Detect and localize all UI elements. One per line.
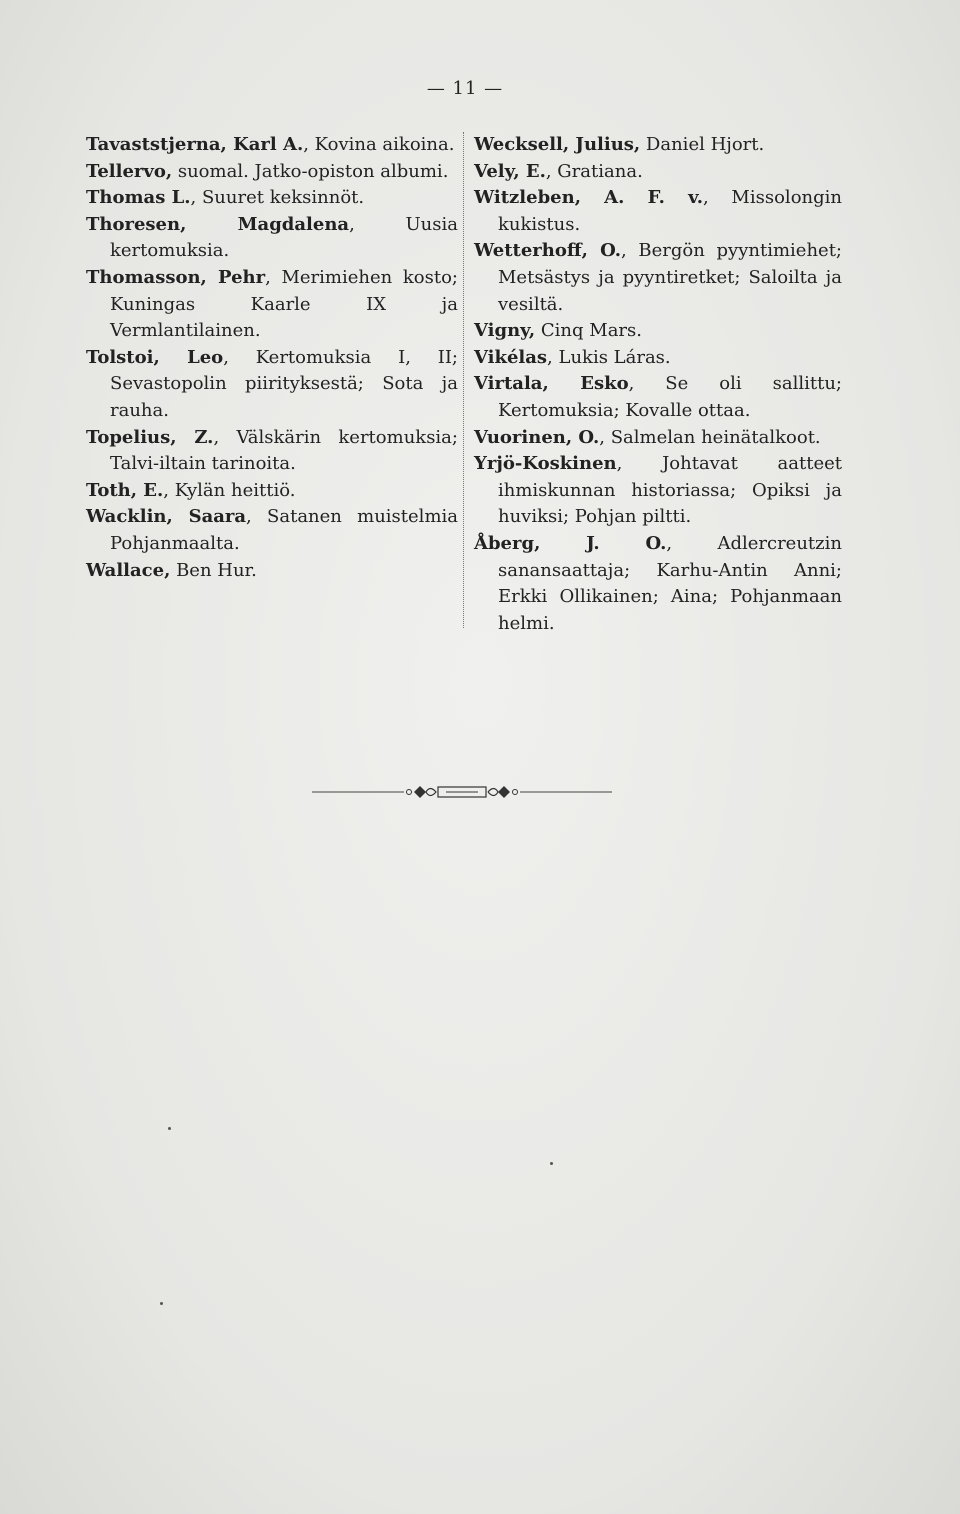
list-item [474,132,842,159]
entry-author: Topelius, Z. [86,426,214,448]
entry-works: , Adlercreutzin sanansaattaja; Karhu-Antin Anni; Erkki Ollikainen; Aina; Pohjanmaan helmi. [498,532,842,634]
entry-works: , Bergön pyyntimiehet; Metsästys ja pyyntiretket; Saloilta ja vesiltä. [498,240,842,315]
list-item [86,345,458,425]
list-item [86,132,458,159]
list-item [474,159,842,186]
entry-works: , Kylän heittiö. [163,479,296,501]
entry-works: , Gratiana. [545,160,643,182]
list-item [474,371,842,424]
entry-author: Thomas L. [86,187,191,209]
list-item [86,185,458,212]
entry-works: , Välskärin kertomuksia; Talvi-iltain tarinoita. [110,426,458,475]
entry-author: Tolstoi, Leo [86,346,224,368]
list-item [474,531,842,637]
entry-author: Tellervo, [86,160,173,182]
entry-author: Vigny, [474,320,536,342]
right-column [474,132,842,637]
entry-author: Thomasson, Pehr [86,266,266,288]
entry-works: Cinq Mars. [535,320,642,342]
entry-author: Wallace, [86,559,171,581]
list-item [86,425,458,478]
column-divider [463,132,464,628]
list-item [86,265,458,345]
entry-works: , Kovina aikoina. [303,134,455,155]
list-item [474,185,842,238]
entry-author: Vuorinen, O. [474,426,600,448]
list-item [474,451,842,531]
entry-works: Ben Hur. [170,559,257,581]
list-item [86,212,458,265]
entry-works: , Salmelan heinätalkoot. [599,426,821,448]
entry-author: Vikélas [474,346,548,368]
entry-author: Wacklin, Saara [86,506,247,528]
entry-author: Toth, E. [86,479,164,501]
entry-author: Åberg, J. O. [474,532,667,554]
entry-works: , Se oli sallittu; Kertomuksia; Kovalle ottaa. [498,373,842,421]
entry-works: , Johtavat aatteet ihmiskunnan historiassa; Opiksi ja huviksi; Pohjan piltti. [498,453,842,528]
list-item [86,504,458,557]
entry-author: Vely, E. [474,160,546,182]
list-item [86,558,458,585]
entry-author: Thoresen, Magdalena [86,213,350,235]
list-item [86,478,458,505]
entry-author: Tavaststjerna, Karl A. [86,134,304,155]
entry-works: , Lukis Láras. [547,346,671,368]
entry-author: Wecksell, Julius, [474,134,641,155]
list-item [86,159,458,186]
entry-works: , Satanen muistelmia Pohjanmaalta. [110,506,458,554]
entry-works: Daniel Hjort. [640,134,765,155]
list-item [474,425,842,452]
ornament-divider-icon [312,782,612,802]
list-item [474,318,842,345]
paper-speck [550,1162,553,1165]
entry-author: Yrjö-Koskinen [474,453,617,475]
entry-works: , Merimiehen kosto; Kuningas Kaarle IX ja Vermlantilainen. [110,266,458,342]
entry-works: , Kertomuksia I, II; Sevastopolin piirityksestä; Sota ja rauha. [110,346,458,421]
page-number: — 11 — [426,78,504,99]
entry-works: , Missolongin kukistus. [498,187,842,235]
entry-works: suomal. Jatko-opiston albumi. [172,160,449,182]
left-column [86,132,458,584]
entry-author: Wetterhoff, O. [474,240,622,262]
entry-works: , Suuret keksinnöt. [190,187,365,209]
entry-works: , Uusia kertomuksia. [110,213,458,262]
paper-speck [168,1127,171,1130]
entry-author: Witzleben, A. F. v. [474,187,704,209]
paper-speck [160,1302,163,1305]
list-item [474,345,842,372]
list-item [474,238,842,318]
entry-author: Virtala, Esko [474,373,629,395]
